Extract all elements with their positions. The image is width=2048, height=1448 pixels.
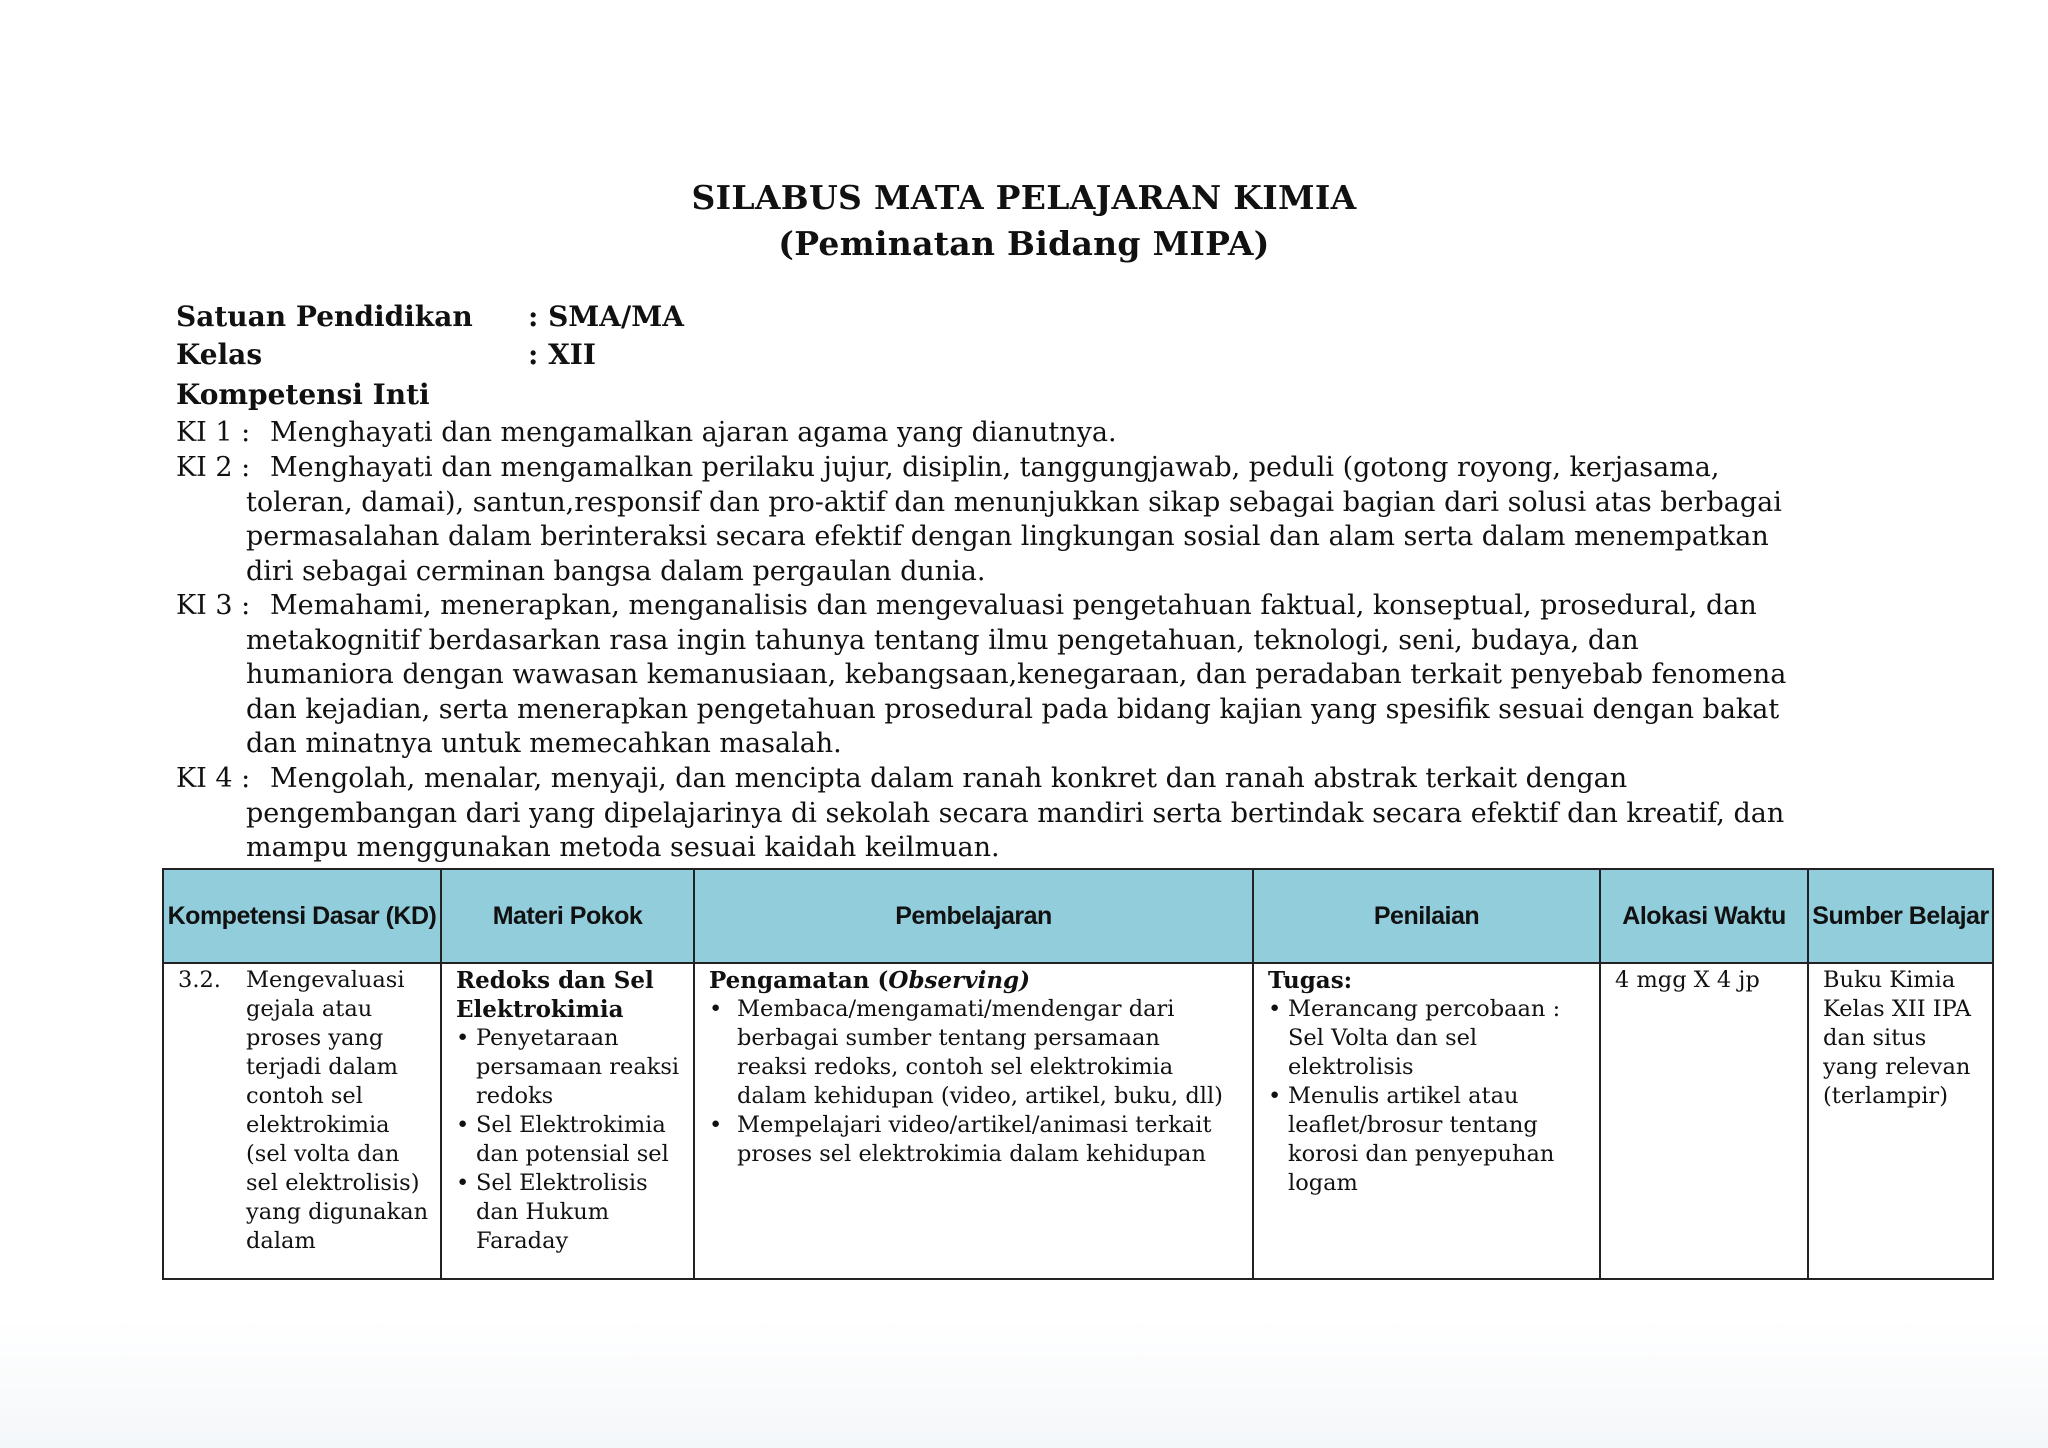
penilaian-list — [1268, 995, 1589, 1198]
page-bottom-shade — [0, 1318, 2048, 1448]
table-header-row — [163, 869, 1993, 963]
satuan-value: : SMA/MA — [528, 300, 684, 333]
list-item: • Merancang percobaan : Sel Volta dan sel elektrolisis — [1268, 995, 1589, 1082]
ki-text: Menghayati dan mengamalkan ajaran agama yang dianutnya. — [270, 417, 1117, 448]
cell-kd — [163, 963, 441, 1279]
list-item: • Menulis artikel atau leaflet/brosur tentang korosi dan penyepuhan logam — [1268, 1082, 1589, 1198]
ki-text: diri sebagai cerminan bangsa dalam pergaulan dunia. — [246, 555, 986, 587]
ki-4 — [176, 762, 1896, 866]
syllabus-table — [162, 868, 1994, 1280]
list-item: • Sel Elektrokimia dan potensial sel — [456, 1111, 683, 1169]
cell-pembelajaran — [694, 963, 1253, 1279]
ki-number: KI 3 : — [176, 590, 251, 621]
ki-text: Menghayati dan mengamalkan perilaku jujur, disiplin, tanggungjawab, peduli (gotong royong, kerjasama, — [270, 452, 1720, 483]
document-subtitle: (Peminatan Bidang MIPA) — [778, 224, 1270, 263]
pembelajaran-title-italic: Observing) — [888, 967, 1031, 994]
list-item: • Sel Elektrolisis dan Hukum Faraday — [456, 1169, 683, 1256]
kelas-label: Kelas — [176, 338, 263, 371]
ki-text: humaniora dengan wawasan kemanusiaan, kebangsaan,kenegaraan, dan peradaban terkait penyebab fenomena — [246, 659, 1787, 690]
header-alokasi-waktu: Alokasi Waktu — [1600, 869, 1808, 963]
cell-alokasi: 4 mgg X 4 jp — [1600, 963, 1808, 1279]
satuan-label: Satuan Pendidikan — [176, 300, 473, 333]
ki-text: permasalahan dalam berinteraksi secara efektif dengan lingkungan sosial dan alam serta dalam menempatkan — [246, 521, 1769, 552]
kompetensi-inti-heading: Kompetensi Inti — [176, 378, 430, 411]
ki-line — [176, 416, 1896, 451]
cell-penilaian — [1253, 963, 1600, 1279]
ki-2 — [176, 451, 1896, 589]
ki-text: dan kejadian, serta menerapkan pengetahuan prosedural pada bidang kajian yang spesifik sesuai dengan bakat — [246, 693, 1780, 725]
kd-text: Mengevaluasi gejala atau proses yang terjadi dalam contoh sel elektrokimia (sel volta dan sel elektrolisis) yang digunakan dalam — [246, 967, 429, 1254]
ki-text: mampu menggunakan metoda sesuai kaidah keilmuan. — [246, 832, 1000, 863]
materi-list — [456, 1024, 683, 1256]
materi-title: Redoks dan Sel Elektrokimia — [456, 967, 654, 1023]
ki-3 — [176, 589, 1896, 762]
ki-line — [176, 762, 1896, 797]
ki-text: Memahami, menerapkan, menganalisis dan mengevaluasi pengetahuan faktual, konseptual, prosedural, dan — [270, 590, 1757, 621]
meta-kelas — [176, 338, 596, 371]
list-item: • Mempelajari video/artikel/animasi terkait proses sel elektrokimia dalam kehidupan — [709, 1111, 1228, 1169]
penilaian-title: Tugas: — [1268, 967, 1353, 994]
header-sumber-belajar: Sumber Belajar — [1808, 869, 1993, 963]
ki-line — [176, 589, 1896, 624]
pembelajaran-list — [709, 995, 1228, 1169]
ki-1 — [176, 416, 1896, 451]
list-item: • Membaca/mengamati/mendengar dari berbagai sumber tentang persamaan reaksi redoks, contoh sel elektrokimia dalam kehidupan (video, artikel, buku, dll) — [709, 995, 1228, 1111]
ki-number: KI 1 : — [176, 417, 251, 448]
cell-sumber: Buku Kimia Kelas XII IPA dan situs yang relevan (terlampir) — [1808, 963, 1993, 1279]
ki-number: KI 4 : — [176, 763, 251, 794]
header-pembelajaran: Pembelajaran — [694, 869, 1253, 963]
kelas-value: : XII — [528, 338, 597, 371]
header-kompetensi-dasar: Kompetensi Dasar (KD) — [163, 869, 441, 963]
document-title: SILABUS MATA PELAJARAN KIMIA — [691, 178, 1357, 217]
ki-text: metakognitif berdasarkan rasa ingin tahunya tentang ilmu pengetahuan, teknologi, seni, budaya, dan — [246, 624, 1639, 656]
ki-line — [176, 451, 1896, 486]
list-item: • Penyetaraan persamaan reaksi redoks — [456, 1024, 683, 1111]
header-materi-pokok: Materi Pokok — [441, 869, 694, 963]
ki-text: Mengolah, menalar, menyaji, dan mencipta dalam ranah konkret dan ranah abstrak terkait dengan — [270, 763, 1628, 794]
pembelajaran-title-text: Pengamatan ( — [709, 967, 889, 994]
pembelajaran-title — [709, 966, 1228, 995]
ki-text: dan minatnya untuk memecahkan masalah. — [246, 728, 842, 759]
ki-text: pengembangan dari yang dipelajarinya di sekolah secara mandiri serta bertindak secara efektif dan kreatif, dan — [246, 797, 1785, 829]
kd-number: 3.2. — [178, 967, 221, 993]
cell-materi — [441, 963, 694, 1279]
header-penilaian: Penilaian — [1253, 869, 1600, 963]
ki-text: toleran, damai), santun,responsif dan pro-aktif dan menunjukkan sikap sebagai bagian dari solusi atas berbagai — [246, 486, 1782, 518]
table-row — [163, 963, 1993, 1279]
ki-number: KI 2 : — [176, 452, 251, 483]
meta-satuan — [176, 300, 684, 333]
